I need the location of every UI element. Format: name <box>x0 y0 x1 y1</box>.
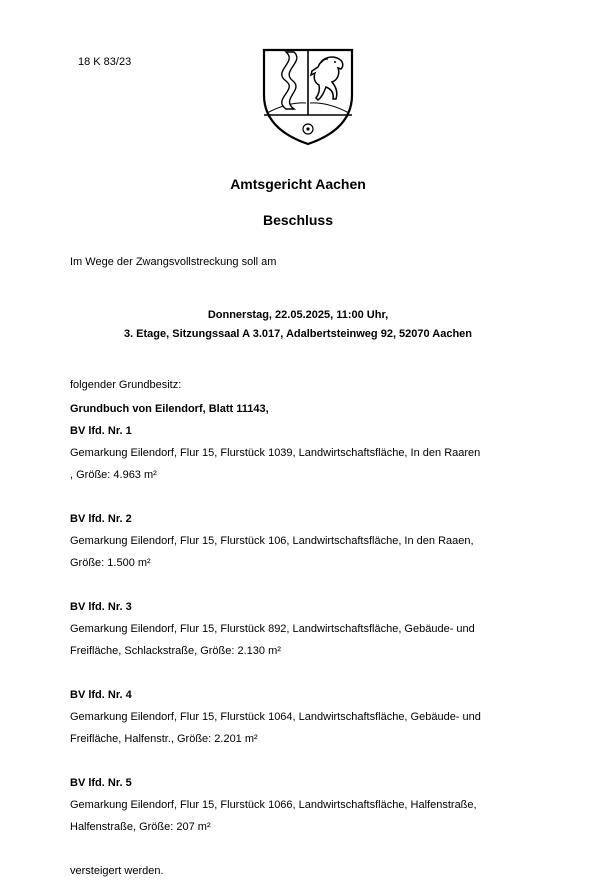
item-title: BV lfd. Nr. 4 <box>70 689 132 701</box>
file-number: 18 K 83/23 <box>78 56 132 68</box>
item-title: BV lfd. Nr. 1 <box>70 425 132 437</box>
property-intro: folgender Grundbesitz: <box>70 379 182 391</box>
list-item <box>70 420 540 486</box>
coat-of-arms-emblem <box>258 47 358 147</box>
item-description: Gemarkung Eilendorf, Flur 15, Flurstück 1064, Landwirtschaftsfläche, Gebäude- und <box>70 711 481 723</box>
intro-text: Im Wege der Zwangsvollstreckung soll am <box>70 256 277 268</box>
property-list <box>70 398 540 882</box>
auction-date: Donnerstag, 22.05.2025, 11:00 Uhr, <box>207 309 389 321</box>
item-description: Größe: 1.500 m² <box>70 557 151 569</box>
item-description: Freifläche, Schlackstraße, Größe: 2.130 m² <box>70 645 281 657</box>
item-description: Gemarkung Eilendorf, Flur 15, Flurstück 1066, Landwirtschaftsfläche, Halfenstraße, <box>70 799 477 811</box>
list-item <box>70 772 540 838</box>
item-title: BV lfd. Nr. 3 <box>70 601 132 613</box>
item-description: Gemarkung Eilendorf, Flur 15, Flurstück 106, Landwirtschaftsfläche, In den Raaen, <box>70 535 474 547</box>
item-description: Gemarkung Eilendorf, Flur 15, Flurstück 1039, Landwirtschaftsfläche, In den Raaren <box>70 447 481 459</box>
item-description: Halfenstraße, Größe: 207 m² <box>70 821 211 833</box>
item-description: Freifläche, Halfenstr., Größe: 2.201 m² <box>70 733 258 745</box>
document-type-heading: Beschluss <box>262 212 334 228</box>
item-title: BV lfd. Nr. 5 <box>70 777 132 789</box>
item-title: BV lfd. Nr. 2 <box>70 513 132 525</box>
list-item <box>70 684 540 750</box>
grundbuch-heading: Grundbuch von Eilendorf, Blatt 11143, <box>70 403 269 415</box>
court-name: Amtsgericht Aachen <box>230 176 366 192</box>
item-description: , Größe: 4.963 m² <box>70 469 157 481</box>
list-item <box>70 596 540 662</box>
list-item <box>70 508 540 574</box>
item-description: Gemarkung Eilendorf, Flur 15, Flurstück 892, Landwirtschaftsfläche, Gebäude- und <box>70 623 475 635</box>
auction-location: 3. Etage, Sitzungssaal A 3.017, Adalbertsteinweg 92, 52070 Aachen <box>123 328 473 340</box>
closing-text: versteigert werden. <box>70 865 164 877</box>
